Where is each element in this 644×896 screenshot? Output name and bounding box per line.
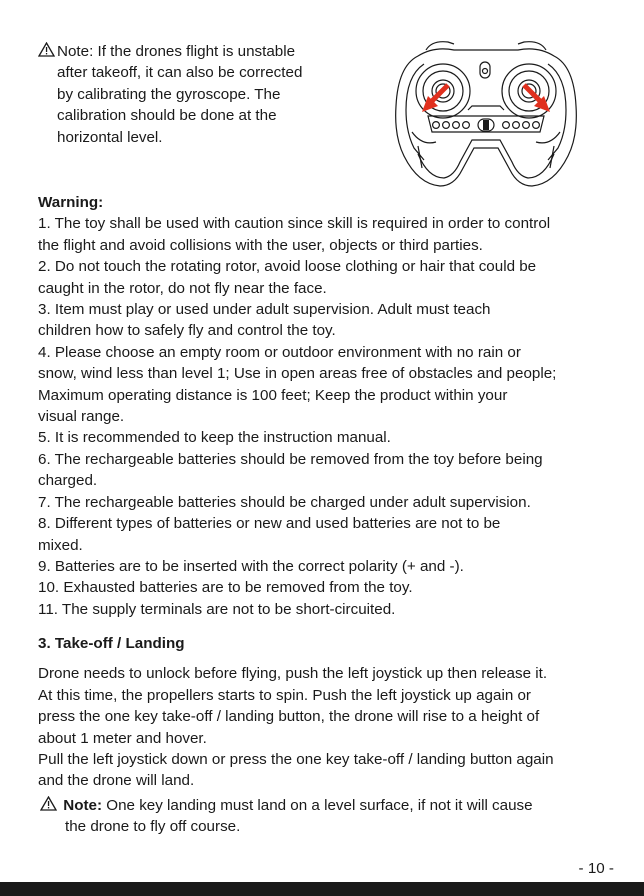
takeoff-line: Drone needs to unlock before flying, push the left joystick up then release it.	[38, 665, 548, 683]
warning-line: 4. Please choose an empty room or outdoor environment with no rain or	[38, 343, 521, 361]
warning-line: the flight and avoid collisions with the user, objects or third parties.	[38, 236, 483, 254]
warning-line: charged.	[38, 472, 98, 490]
takeoff-landing-section	[38, 633, 618, 792]
warning-line: 9. Batteries are to be inserted with the correct polarity (+ and -).	[38, 557, 464, 575]
warning-triangle-icon	[40, 796, 57, 811]
bottom-border	[0, 882, 644, 896]
section-heading: 3. Take-off / Landing	[38, 635, 185, 652]
warning-line: visual range.	[38, 408, 125, 426]
warning-line: 10. Exhausted batteries are to be removed from the toy.	[38, 579, 413, 597]
note-text: Note: If the drones flight is unstable	[57, 43, 296, 60]
warning-triangle-icon	[38, 42, 55, 57]
warning-line: 6. The rechargeable batteries should be removed from the toy before being	[38, 450, 543, 468]
warning-line: children how to safely fly and control the toy.	[38, 322, 336, 340]
note-line: the drone to fly off course.	[65, 818, 241, 836]
takeoff-line: and the drone will land.	[38, 772, 195, 790]
remote-controller-illustration	[388, 36, 584, 190]
warning-line: 3. Item must play or used under adult supervision. Adult must teach	[38, 301, 491, 319]
warning-line: Maximum operating distance is 100 feet; Keep the product within your	[38, 386, 508, 404]
warning-line: 7. The rechargeable batteries should be charged under adult supervision.	[38, 493, 531, 511]
warning-line: snow, wind less than level 1; Use in open areas free of obstacles and people;	[38, 365, 557, 383]
note-text: One key landing must land on a level surface, if not it will cause	[102, 797, 533, 814]
warning-line: 5. It is recommended to keep the instruction manual.	[38, 429, 391, 447]
warning-line: 2. Do not touch the rotating rotor, avoid loose clothing or hair that could be	[38, 258, 537, 276]
calibration-note	[38, 41, 368, 148]
note-line: calibration should be done at the	[57, 107, 277, 125]
takeoff-line: about 1 meter and hover.	[38, 729, 207, 747]
landing-note	[40, 795, 600, 838]
warning-title: Warning:	[38, 194, 104, 211]
note-label: Note:	[63, 797, 103, 814]
note-line: after takeoff, it can also be corrected	[57, 64, 303, 82]
takeoff-line: press the one key take-off / landing button, the drone will rise to a height of	[38, 708, 540, 726]
takeoff-line: Pull the left joystick down or press the one key take-off / landing button again	[38, 751, 554, 769]
note-line: horizontal level.	[57, 128, 163, 146]
warning-line: 1. The toy shall be used with caution since skill is required in order to control	[38, 215, 551, 233]
page-number: - 10 -	[578, 860, 614, 877]
note-line	[40, 795, 600, 816]
warning-line: caught in the rotor, do not fly near the face.	[38, 279, 327, 297]
warning-line: 8. Different types of batteries or new and used batteries are not to be	[38, 515, 501, 533]
warning-section	[38, 192, 613, 620]
takeoff-line: At this time, the propellers starts to spin. Push the left joystick up again or	[38, 686, 531, 704]
note-line	[38, 41, 368, 62]
warning-line: 11. The supply terminals are not to be short-circuited.	[38, 600, 396, 618]
warning-line: mixed.	[38, 536, 83, 554]
note-line: by calibrating the gyroscope. The	[57, 85, 281, 103]
